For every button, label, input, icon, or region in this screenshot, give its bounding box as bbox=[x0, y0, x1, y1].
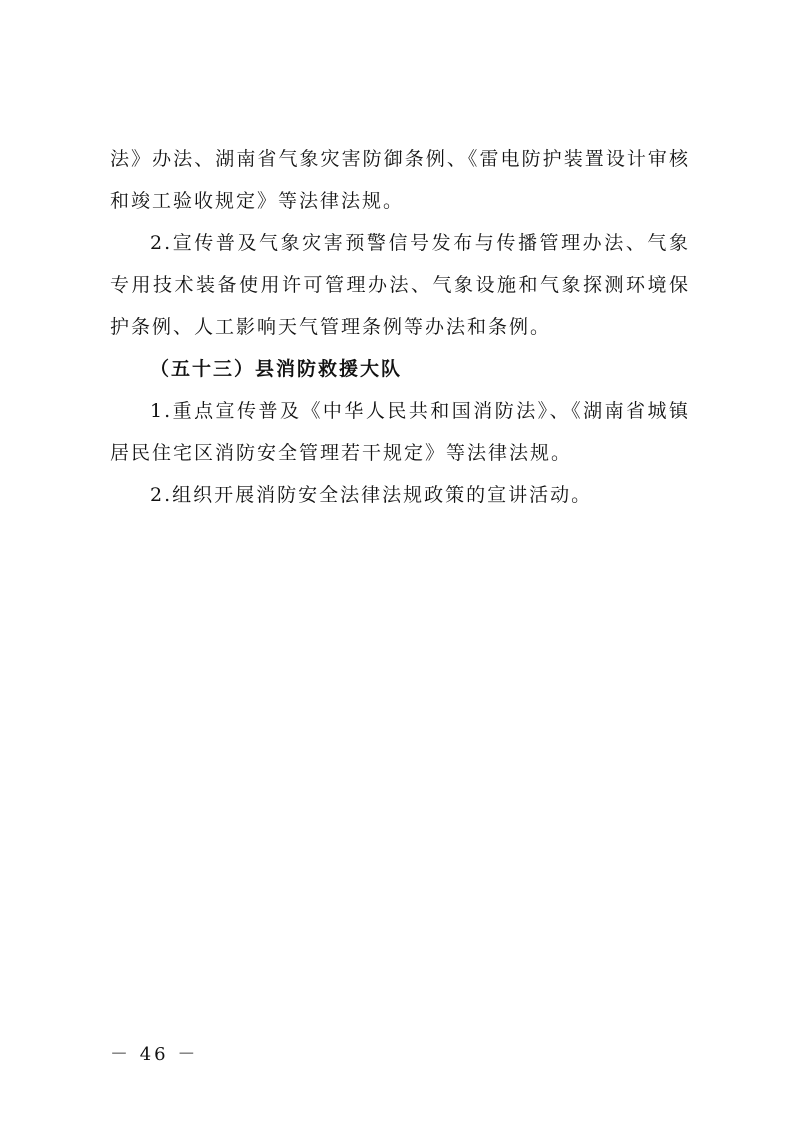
paragraph-item-1-fire-law: 1.重点宣传普及《中华人民共和国消防法》、《湖南省城镇居民住宅区消防安全管理若干规定》等法律法规。 bbox=[110, 400, 690, 464]
section-heading-fire-rescue: （五十三）县消防救援大队 bbox=[150, 358, 403, 380]
page-number: － 46 － bbox=[110, 1044, 199, 1065]
paragraph-continuation: 法》办法、湖南省气象灾害防御条例、《雷电防护装置设计审核和竣工验收规定》等法律法规。 bbox=[110, 148, 690, 212]
document-body bbox=[110, 138, 690, 516]
paragraph-item-2-meteorology: 2.宣传普及气象灾害预警信号发布与传播管理办法、气象专用技术装备使用许可管理办法、气象设施和气象探测环境保护条例、人工影响天气管理条例等办法和条例。 bbox=[110, 232, 690, 338]
paragraph-item-2-fire-campaign: 2.组织开展消防安全法律法规政策的宣讲活动。 bbox=[150, 484, 593, 506]
